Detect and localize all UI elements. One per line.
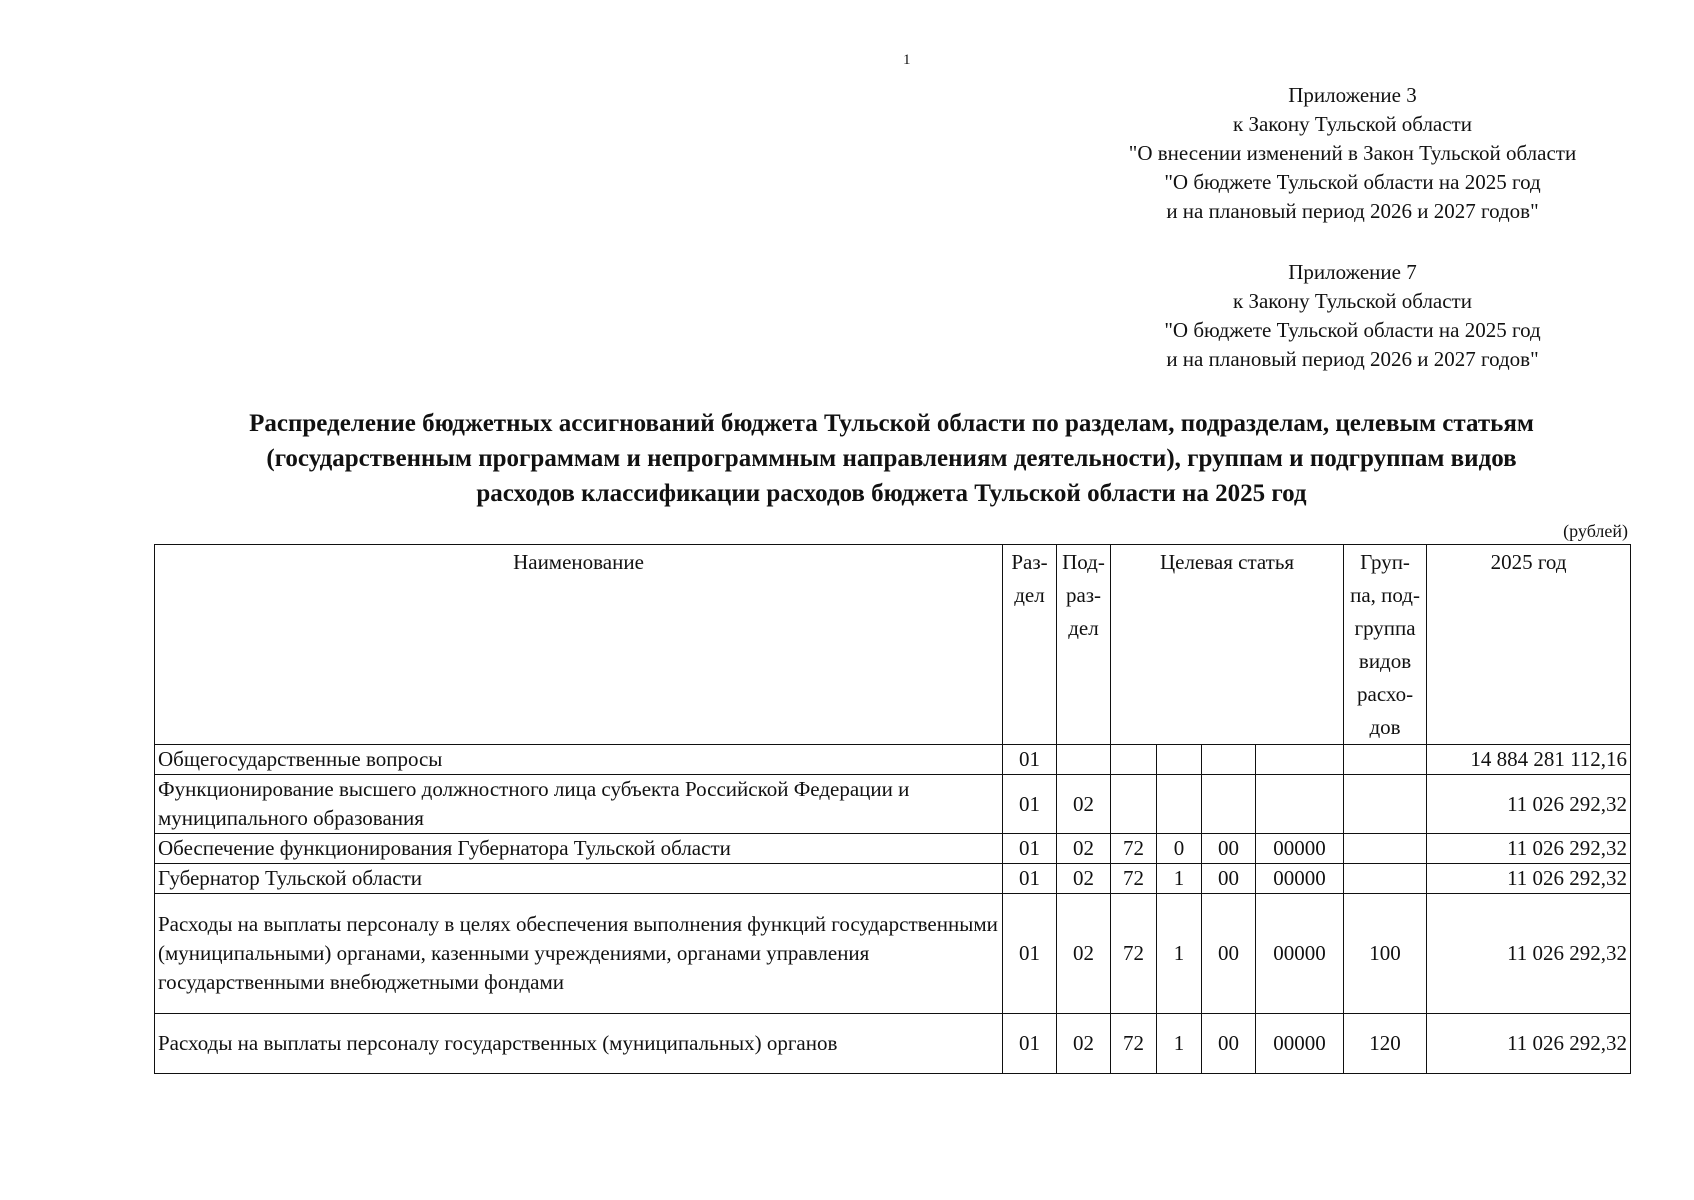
header-group [1344, 545, 1427, 745]
cell-amount: 11 026 292,32 [1427, 1014, 1631, 1074]
cell-amount: 14 884 281 112,16 [1427, 745, 1631, 775]
cell-section: 01 [1003, 775, 1057, 834]
appendix-3-line: к Закону Тульской области [1233, 112, 1472, 136]
header-year: 2025 год [1427, 545, 1631, 745]
cell-target-4: 00000 [1256, 894, 1344, 1014]
cell-target-2: 1 [1157, 864, 1202, 894]
cell-name: Обеспечение функционирования Губернатора Тульской области [155, 834, 1003, 864]
cell-group [1344, 745, 1427, 775]
cell-group: 100 [1344, 894, 1427, 1014]
cell-section: 01 [1003, 894, 1057, 1014]
table-row [155, 775, 1631, 834]
appendix-7-line: Приложение 7 [1288, 260, 1417, 284]
header-subsection-line: Под- [1062, 550, 1105, 574]
cell-group [1344, 775, 1427, 834]
header-group-line: па, под- [1350, 583, 1420, 607]
cell-name: Общегосударственные вопросы [155, 745, 1003, 775]
header-section [1003, 545, 1057, 745]
cell-target-1: 72 [1111, 864, 1157, 894]
cell-subsection: 02 [1057, 834, 1111, 864]
header-group-line: группа [1354, 616, 1416, 640]
header-subsection [1057, 545, 1111, 745]
appendix-7-line: "О бюджете Тульской области на 2025 год [1164, 318, 1541, 342]
cell-target-2 [1157, 745, 1202, 775]
header-group-line: Груп- [1360, 550, 1410, 574]
appendix-3-block [1030, 81, 1675, 226]
page-number: 1 [903, 52, 911, 68]
cell-target-1: 72 [1111, 1014, 1157, 1074]
appendix-3-line: и на плановый период 2026 и 2027 годов" [1166, 199, 1539, 223]
cell-subsection: 02 [1057, 1014, 1111, 1074]
table-row [155, 1014, 1631, 1074]
cell-group: 120 [1344, 1014, 1427, 1074]
header-group-line: расхо- [1357, 682, 1414, 706]
header-subsection-line: раз- [1065, 583, 1102, 607]
appendix-7-block [1030, 258, 1675, 374]
cell-amount: 11 026 292,32 [1427, 834, 1631, 864]
cell-target-4 [1256, 775, 1344, 834]
cell-target-2 [1157, 775, 1202, 834]
cell-subsection: 02 [1057, 775, 1111, 834]
cell-amount: 11 026 292,32 [1427, 864, 1631, 894]
cell-target-4: 00000 [1256, 834, 1344, 864]
header-section-line: дел [1014, 583, 1045, 607]
cell-subsection: 02 [1057, 864, 1111, 894]
document-title-line: Распределение бюджетных ассигнований бюджета Тульской области по разделам, подразделам, целевым статьям [249, 410, 1534, 437]
cell-name: Расходы на выплаты персоналу в целях обеспечения выполнения функций государственными (муниципальными) органами, казенными учреждениями, органами управления государственными внебюджетными фондами [155, 894, 1003, 1014]
table-row [155, 745, 1631, 775]
table-row [155, 834, 1631, 864]
header-group-line: дов [1369, 715, 1401, 739]
cell-section: 01 [1003, 1014, 1057, 1074]
appendix-3-line: "О внесении изменений в Закон Тульской области [1128, 141, 1577, 165]
budget-table [154, 544, 1631, 1074]
cell-name: Губернатор Тульской области [155, 864, 1003, 894]
cell-target-2: 1 [1157, 1014, 1202, 1074]
appendix-7-line: к Закону Тульской области [1233, 289, 1472, 313]
cell-target-4 [1256, 745, 1344, 775]
cell-section: 01 [1003, 864, 1057, 894]
table-header-row [155, 545, 1631, 745]
cell-target-3: 00 [1202, 1014, 1256, 1074]
cell-target-4: 00000 [1256, 1014, 1344, 1074]
cell-group [1344, 834, 1427, 864]
cell-target-3: 00 [1202, 834, 1256, 864]
cell-target-2: 1 [1157, 894, 1202, 1014]
header-subsection-line: дел [1068, 616, 1099, 640]
cell-target-1 [1111, 775, 1157, 834]
document-title [154, 406, 1629, 511]
header-name: Наименование [155, 545, 1003, 745]
table-row [155, 864, 1631, 894]
cell-target-4: 00000 [1256, 864, 1344, 894]
appendix-3-line: "О бюджете Тульской области на 2025 год [1164, 170, 1541, 194]
header-target-article: Целевая статья [1111, 545, 1344, 745]
units-label: (рублей) [1563, 521, 1628, 541]
cell-target-1: 72 [1111, 834, 1157, 864]
header-section-line: Раз- [1011, 550, 1048, 574]
cell-target-1: 72 [1111, 894, 1157, 1014]
table-row [155, 894, 1631, 1014]
cell-target-3 [1202, 745, 1256, 775]
cell-target-3 [1202, 775, 1256, 834]
cell-name: Функционирование высшего должностного лица субъекта Российской Федерации и муниципального образования [155, 775, 1003, 834]
appendix-3-line: Приложение 3 [1288, 83, 1417, 107]
cell-target-2: 0 [1157, 834, 1202, 864]
cell-name: Расходы на выплаты персоналу государственных (муниципальных) органов [155, 1014, 1003, 1074]
cell-target-3: 00 [1202, 864, 1256, 894]
cell-target-1 [1111, 745, 1157, 775]
cell-amount: 11 026 292,32 [1427, 894, 1631, 1014]
document-title-line: (государственным программам и непрограммным направлениям деятельности), группам и подгруппам видов [266, 445, 1517, 472]
cell-group [1344, 864, 1427, 894]
cell-section: 01 [1003, 834, 1057, 864]
document-title-line: расходов классификации расходов бюджета Тульской области на 2025 год [476, 480, 1307, 507]
header-group-line: видов [1358, 649, 1412, 673]
cell-target-3: 00 [1202, 894, 1256, 1014]
appendix-7-line: и на плановый период 2026 и 2027 годов" [1166, 347, 1539, 371]
cell-subsection: 02 [1057, 894, 1111, 1014]
cell-amount: 11 026 292,32 [1427, 775, 1631, 834]
cell-section: 01 [1003, 745, 1057, 775]
cell-subsection [1057, 745, 1111, 775]
